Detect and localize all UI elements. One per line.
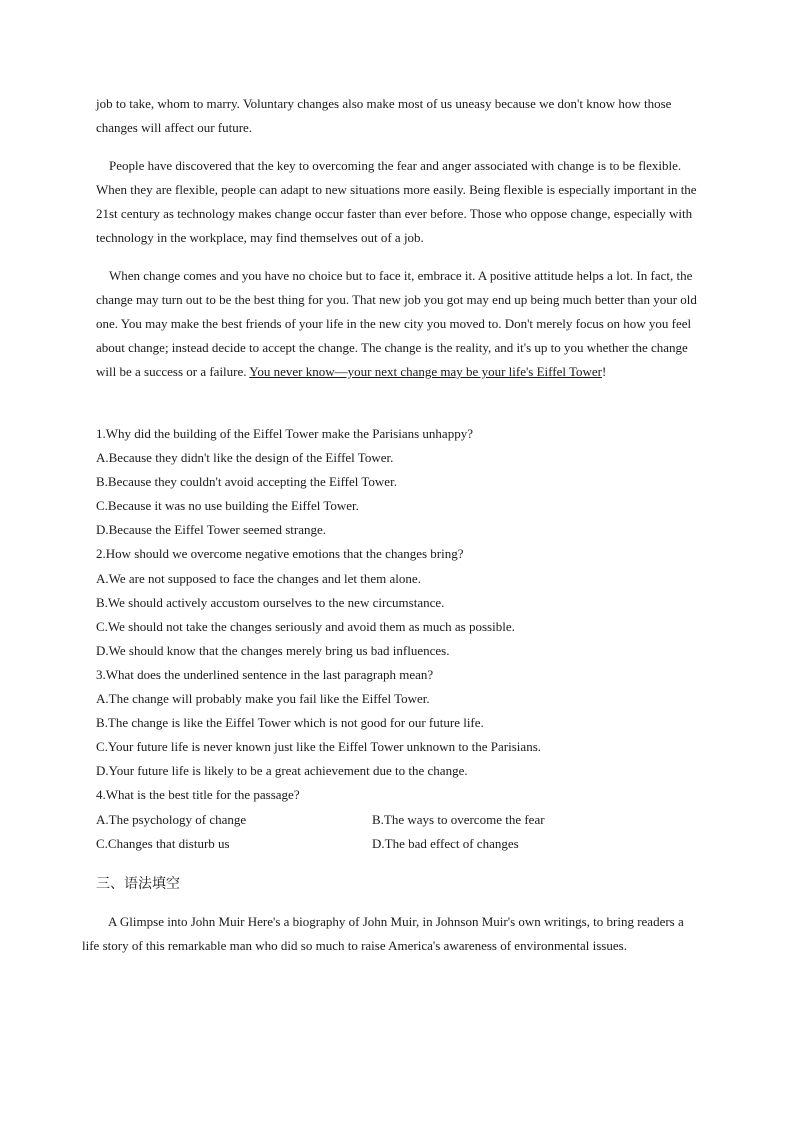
option-line: B.Because they couldn't avoid accepting the Eiffel Tower. <box>96 474 397 490</box>
option-row <box>96 808 698 832</box>
question-stem: 4.What is the best title for the passage? <box>96 787 300 803</box>
option-c: C.Changes that disturb us <box>96 835 230 851</box>
passage-paragraph-3-text: When change comes and you have no choice but to face it, embrace it. A positive attitude helps a lot. In fact, the change may turn out to be the best thing for you. That new job you got may end up being much better than your old one. You may make the best friends of your life in the new city you moved to. Don't merely focus on how you feel about change; instead decide to accept the change. The change is the reality, and it's up to you whether the change will be a success or a failure. <box>96 268 697 379</box>
question-stem: 2.How should we overcome negative emotions that the changes bring? <box>96 546 464 562</box>
passage-paragraph-2: People have discovered that the key to overcoming the fear and anger associated with change is to be flexible. When they are flexible, people can adapt to new situations more easily. Being flexible is especially important in the 21st century as technology makes change occur faster than ever before. Those who oppose change, especially with technology in the workplace, may find themselves out of a job. <box>96 158 697 245</box>
passage-paragraph-3-end: ! <box>602 364 607 379</box>
question-list <box>96 422 698 856</box>
option-line: B.The change is like the Eiffel Tower which is not good for our future life. <box>96 715 484 731</box>
question-stem: 3.What does the underlined sentence in the last paragraph mean? <box>96 666 434 682</box>
option-line: D.Because the Eiffel Tower seemed strange. <box>96 522 326 538</box>
section-heading: 三、语法填空 <box>96 876 180 892</box>
option-line: C.We should not take the changes seriously and avoid them as much as possible. <box>96 618 515 634</box>
option-b: B.The ways to overcome the fear <box>372 811 545 827</box>
option-row <box>96 832 698 856</box>
option-line: A.The change will probably make you fail like the Eiffel Tower. <box>96 691 430 707</box>
option-line: A.Because they didn't like the design of the Eiffel Tower. <box>96 450 394 466</box>
passage-paragraph-1: job to take, whom to marry. Voluntary changes also make most of us uneasy because we don't know how those changes will affect our future. <box>96 96 672 135</box>
option-line: C.Because it was no use building the Eiffel Tower. <box>96 498 359 514</box>
option-a: A.The psychology of change <box>96 811 247 827</box>
option-line: D.Your future life is likely to be a great achievement due to the change. <box>96 763 468 779</box>
option-line: A.We are not supposed to face the changes and let them alone. <box>96 570 421 586</box>
option-line: B.We should actively accustom ourselves to the new circumstance. <box>96 594 445 610</box>
option-line: C.Your future life is never known just like the Eiffel Tower unknown to the Parisians. <box>96 739 542 755</box>
option-line: D.We should know that the changes merely bring us bad influences. <box>96 642 450 658</box>
section-intro-paragraph: A Glimpse into John Muir Here's a biography of John Muir, in Johnson Muir's own writings, to bring readers a life story of this remarkable man who did so much to raise America's awareness of environmental issues. <box>82 914 684 953</box>
question-stem: 1.Why did the building of the Eiffel Tower make the Parisians unhappy? <box>96 426 473 441</box>
option-d: D.The bad effect of changes <box>372 835 519 851</box>
passage-paragraph-3 <box>96 264 698 384</box>
underlined-sentence: You never know—your next change may be your life's Eiffel Tower <box>249 364 603 379</box>
